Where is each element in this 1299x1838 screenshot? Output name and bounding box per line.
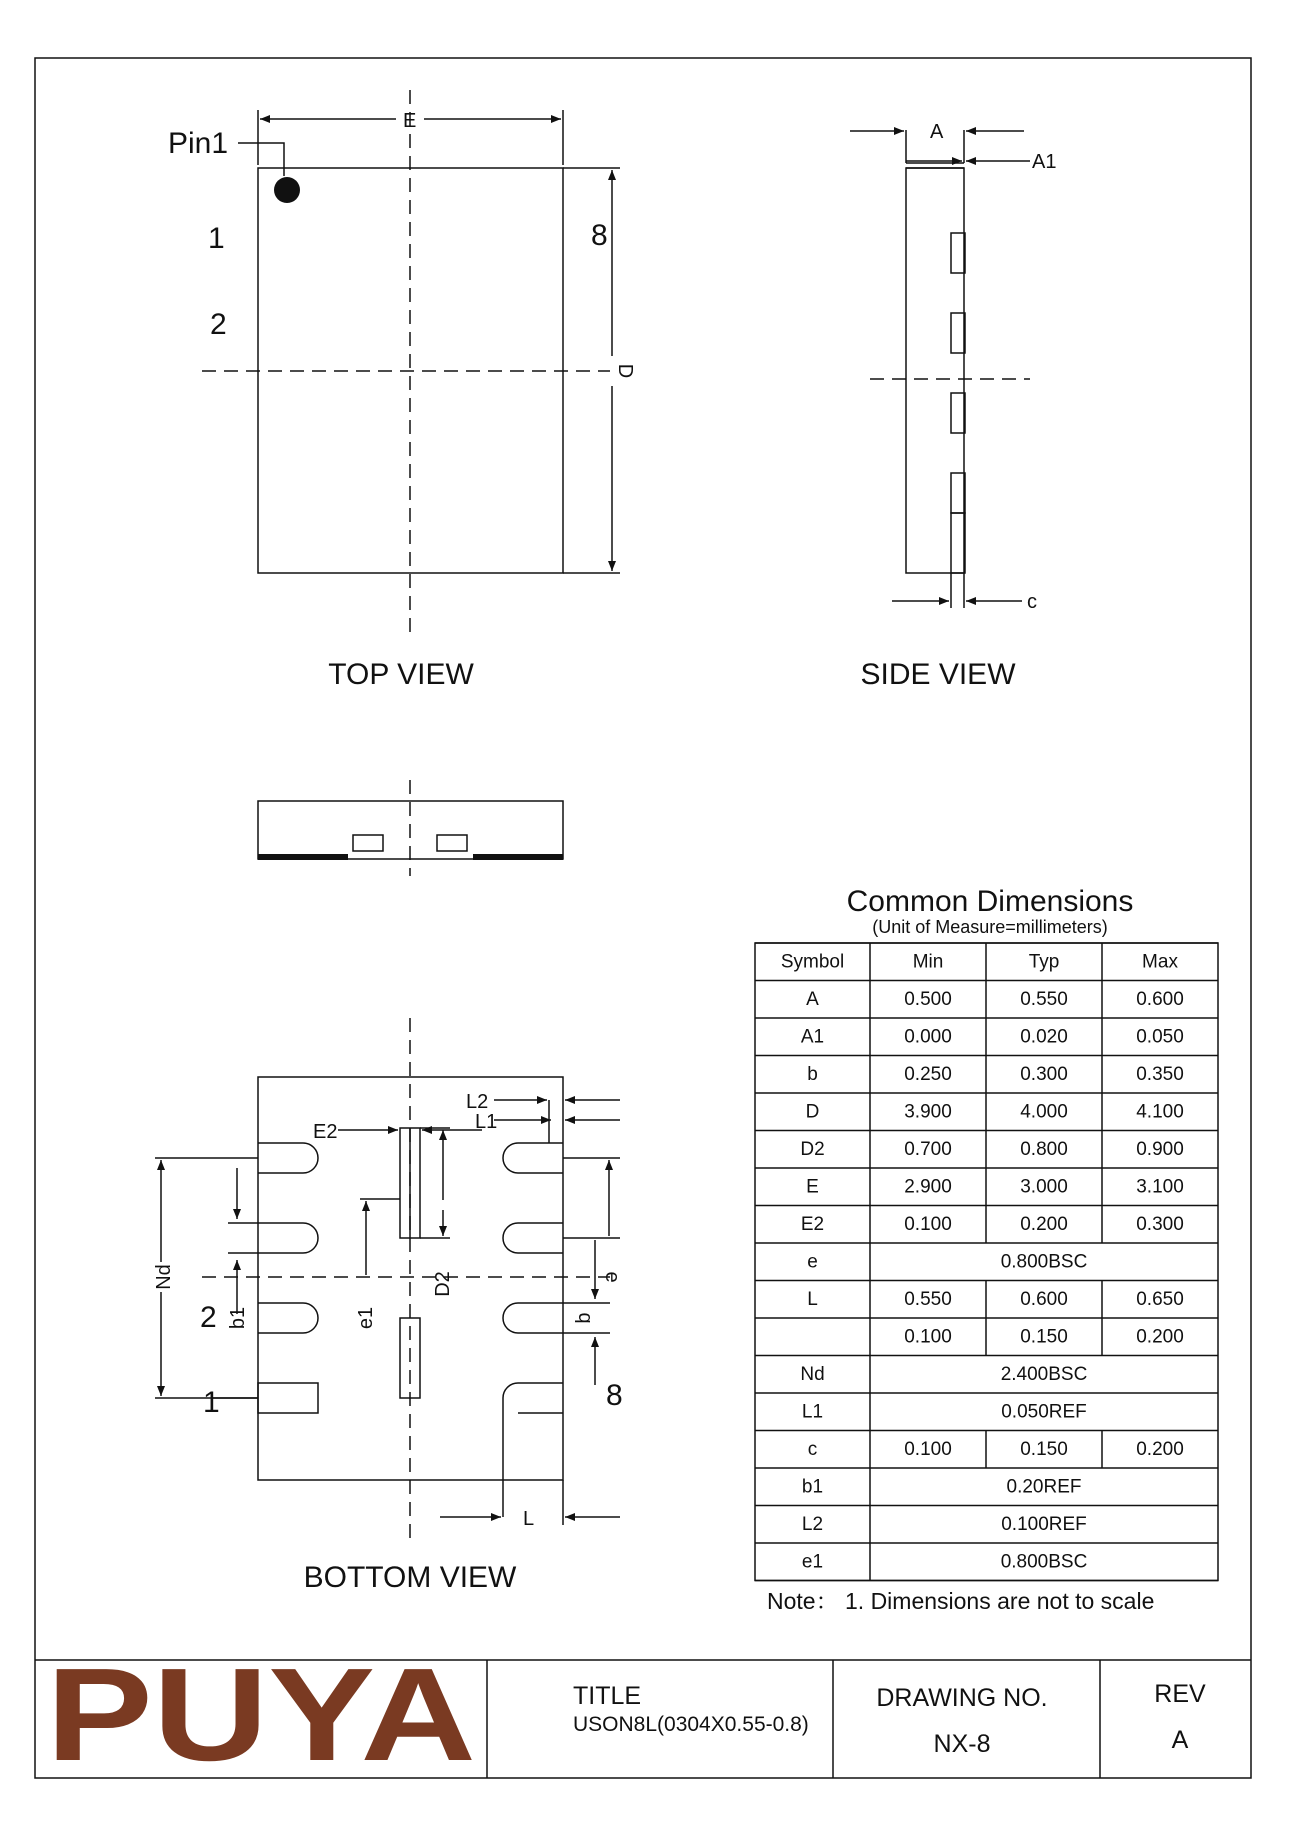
bottom-pin-label-2: 2 [200, 1301, 217, 1334]
table-typ-cell: 0.550 [1020, 988, 1068, 1010]
table-typ-cell: 0.600 [1020, 1288, 1068, 1310]
table-typ-cell: 3.000 [1020, 1176, 1068, 1198]
table-symbol-cell: E [806, 1176, 819, 1198]
side-view [850, 130, 1030, 608]
table-header-cell: Min [912, 951, 944, 973]
dim-label-e1: e1 [355, 1306, 377, 1330]
note-label: Note： [767, 1588, 839, 1614]
table-span-cell: 0.800BSC [1000, 1551, 1088, 1573]
table-max-cell: 0.900 [1136, 1138, 1184, 1160]
dim-label-D2: D2 [432, 1271, 454, 1297]
title-label: TITLE [573, 1682, 642, 1710]
table-span-cell: 0.800BSC [1000, 1251, 1088, 1273]
table-typ-cell: 0.800 [1020, 1138, 1068, 1160]
table-min-cell: 2.900 [904, 1176, 952, 1198]
table-symbol-cell: Nd [800, 1363, 825, 1385]
table-max-cell: 0.050 [1136, 1026, 1184, 1048]
table-max-cell: 0.600 [1136, 988, 1184, 1010]
dim-label-c: c [1027, 591, 1037, 613]
dim-label-b1: b1 [227, 1306, 249, 1330]
pin1-label: Pin1 [168, 127, 229, 160]
table-symbol-cell: b [807, 1063, 818, 1085]
table-min-cell: 0.500 [904, 988, 952, 1010]
table-typ-cell: 0.150 [1020, 1438, 1068, 1460]
table-min-cell: 0.100 [904, 1438, 952, 1460]
dimensions-unit: (Unit of Measure=millimeters) [872, 917, 1108, 937]
dim-label-L2: L2 [466, 1091, 489, 1113]
dim-label-Nd: Nd [153, 1264, 175, 1290]
table-typ-cell: 0.020 [1020, 1026, 1068, 1048]
dim-label-E2: E2 [313, 1121, 338, 1143]
top-pin-label-1: 1 [208, 222, 225, 255]
table-symbol-cell: L [807, 1288, 818, 1310]
table-min-cell: 0.100 [904, 1326, 952, 1348]
table-max-cell: 0.200 [1136, 1326, 1184, 1348]
dim-label-E: E [403, 110, 417, 132]
table-header-cell: Max [1142, 951, 1178, 973]
table-typ-cell: 0.200 [1020, 1213, 1068, 1235]
note-text: 1. Dimensions are not to scale [845, 1588, 1155, 1614]
table-symbol-cell: A1 [800, 1026, 825, 1048]
table-header-cell: Symbol [780, 951, 845, 973]
end-view-pad-right [473, 854, 563, 860]
table-symbol-cell: L1 [801, 1401, 824, 1423]
table-max-cell: 4.100 [1136, 1101, 1184, 1123]
top-pin-label-2: 2 [210, 308, 227, 341]
table-symbol-cell: A [806, 988, 819, 1010]
table-symbol-cell: b1 [801, 1476, 824, 1498]
table-typ-cell: 0.150 [1020, 1326, 1068, 1348]
dim-label-D: D [614, 363, 636, 379]
end-view [258, 780, 563, 876]
dim-label-L1: L1 [475, 1111, 498, 1133]
table-min-cell: 0.550 [904, 1288, 952, 1310]
bottom-pin-label-1: 1 [203, 1386, 220, 1419]
rev-label: REV [1154, 1680, 1206, 1708]
dimensions-table [755, 943, 1218, 1581]
bottom-view-title: BOTTOM VIEW [303, 1561, 517, 1594]
table-span-cell: 0.050REF [1001, 1401, 1087, 1423]
table-symbol-cell: e [807, 1251, 818, 1273]
end-view-pad-left [258, 854, 348, 860]
table-min-cell: 3.900 [904, 1101, 952, 1123]
table-span-cell: 2.400BSC [1000, 1363, 1088, 1385]
bottom-view [155, 1018, 620, 1540]
table-min-cell: 0.250 [904, 1063, 952, 1085]
table-symbol-cell: e1 [801, 1551, 824, 1573]
table-symbol-cell: E2 [800, 1213, 825, 1235]
table-min-cell: 0.000 [904, 1026, 952, 1048]
drawing-no-value: NX-8 [933, 1730, 991, 1758]
table-max-cell: 3.100 [1136, 1176, 1184, 1198]
table-span-cell: 0.20REF [1006, 1476, 1082, 1498]
table-symbol-cell: c [807, 1438, 818, 1460]
table-min-cell: 0.700 [904, 1138, 952, 1160]
table-span-cell: 0.100REF [1001, 1513, 1087, 1535]
drawing-no-label: DRAWING NO. [876, 1684, 1048, 1712]
table-symbol-cell: D2 [800, 1138, 825, 1160]
rev-value: A [1171, 1726, 1189, 1754]
company-logo: PUYA [46, 1641, 476, 1788]
dim-label-e: e [601, 1271, 623, 1283]
title-value: USON8L(0304X0.55-0.8) [573, 1713, 809, 1736]
table-max-cell: 0.300 [1136, 1213, 1184, 1235]
table-symbol-cell: L2 [801, 1513, 824, 1535]
table-max-cell: 0.350 [1136, 1063, 1184, 1085]
table-max-cell: 0.200 [1136, 1438, 1184, 1460]
table-header-cell: Typ [1028, 951, 1060, 973]
top-view [202, 90, 620, 632]
dim-label-L: L [523, 1508, 535, 1530]
table-max-cell: 0.650 [1136, 1288, 1184, 1310]
table-typ-cell: 4.000 [1020, 1101, 1068, 1123]
pin1-dot [274, 177, 300, 203]
side-view-title: SIDE VIEW [860, 658, 1016, 691]
dimensions-title: Common Dimensions [846, 885, 1134, 918]
table-min-cell: 0.100 [904, 1213, 952, 1235]
dim-label-b: b [573, 1312, 595, 1324]
dim-label-A: A [930, 121, 944, 143]
top-pin-label-8: 8 [591, 219, 608, 252]
bottom-pin-label-8: 8 [606, 1379, 623, 1412]
table-typ-cell: 0.300 [1020, 1063, 1068, 1085]
dim-label-A1: A1 [1032, 151, 1057, 173]
top-view-title: TOP VIEW [328, 658, 474, 691]
table-symbol-cell: D [805, 1101, 820, 1123]
